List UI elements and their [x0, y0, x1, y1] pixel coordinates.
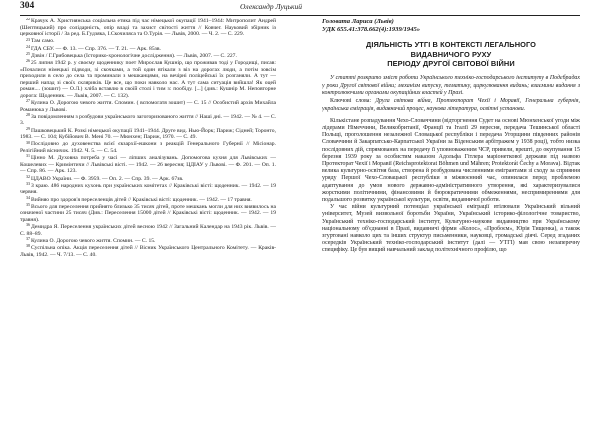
footnote-number: 35 [26, 201, 30, 207]
footnote [20, 245, 276, 258]
footnote-text: Дзвін / Г.Грибовецька (Історико-хронологічне дослідження). — Львів, 2007. — С. 227. [31, 52, 237, 59]
footnotes-column [20, 18, 276, 424]
footnote [20, 194, 276, 204]
footnote [20, 60, 276, 100]
title-line: ПЕРІОДУ ДРУГОЇ СВІТОВОЇ ВІЙНИ [387, 59, 515, 69]
footnote [20, 38, 276, 45]
udc-code: УДК 655.41:378.662(4):1939/1945» [322, 26, 421, 33]
footnote-text: Цінно М. Духовна потреба у часі — ліпших аналізувань. Допомогова кухня для Львівських — Кошелевих — Кримінтичи // Львівські вісті. — 1942. — 26 вересня; ЦДІАУ у Львові. — Ф. 201. — Оп. 1. — Спр. 86. — Арк. 123. [20, 155, 276, 175]
title-line: ВИДАВНИЧОГО РУХУ [410, 49, 492, 59]
footnote [20, 180, 276, 196]
footnote-number: 29 [26, 125, 30, 131]
title-line: ДІЯЛЬНІСТЬ УТГІ В КОНТЕКСТІ ЛЕГАЛЬНОГО [365, 40, 537, 49]
page-number: 304 [20, 1, 35, 11]
page-header [20, 1, 580, 16]
footnote [20, 125, 276, 141]
footnote-number: 26 [26, 58, 30, 64]
footnote-text: Суспільна опіка. Акція переселення дітей // Вісник Українського Центрального Комітету. — Краків-Львів, 1942. — Ч. 7/13. — С. 40. [20, 245, 276, 258]
footnote-number: 25 [26, 50, 30, 56]
footnote-text: 25 липня 1942 р. у своєму щоденнику поет Мирослав Кушнір, що проживав тоді у Городищі, писав: «Почалися німецькі підводи, зі скочками, а той один втікали з віз на дорогах люди, а потім зовсім приходили в село до села та проминали з мешканцями, на вечірні поліцейські їх розганяли. А тут — перший напад зі своїх скляриків. Це все, що поки навколо нас. А тут сама ситуація вийшла! Як оцей роман.... (зошит) — О.Л.) хліба вставлю в своїй столі і тим з: пообіду. [...] (див.: Кушнір М. Неповторне дорога: Щоденник. — Львів, 2007. — С. 132). [20, 59, 276, 99]
footnote-number: 37 [26, 236, 30, 242]
article-keywords [322, 98, 580, 114]
footnote-number: 38 [26, 243, 30, 249]
footnote-number: 22 [26, 18, 30, 22]
footnote-number: 28 [26, 112, 30, 118]
footnote-number: 33 [26, 180, 30, 186]
article-column [322, 18, 580, 424]
footnote [20, 114, 276, 127]
footnote-text: ЦДАВО України. — Ф. 3959. — Оп. 2. — Спр. 39. — Арк. 67зв. [31, 175, 184, 182]
footnote-text: Послідовно до духовенства всієї єкзархії-ешкони з реакцій Генерального Губернії // Місіонар. Релігійний вісничок. 1942. Ч. 5. — С. 54. [20, 141, 276, 155]
footnote [20, 238, 276, 245]
footnote-number: 24 [26, 43, 30, 49]
keywords-text: Друга світова війна, Протекторат Чехії і Моравії, Генеральна губернія, українська еміграція, видавничий процес, наукова література, освітні установи. [322, 98, 580, 112]
footnote [20, 141, 276, 154]
footnote-text: Кулина О. Дорогою чевого життя. Спомин. — С. 15. [31, 237, 156, 244]
article-author: Головата Лариса (Львів) [322, 18, 394, 25]
footnote-text: ГДА СБУ. — Ф. 13. — Спр. 376. — Т. 21. — Арк. 85зв. [31, 45, 161, 52]
footnote [20, 50, 276, 60]
footnote-text: Демидра Я. Переселення українських дітей весною 1942 // Загальний Календар на 1943 рік. Львів. — С. 88–89. [20, 224, 276, 237]
footnote-text: З краю. 486 народних кухонь при українських комітетах // Краківські вісті: щоденник. — 1942. — 19 червня. [20, 182, 276, 196]
footnote [20, 100, 276, 113]
footnote [20, 173, 276, 183]
footnote-number: 30 [26, 139, 30, 145]
keywords-label: Ключові слова: [330, 98, 372, 105]
footnote [20, 201, 276, 224]
article-abstract: У статті розкрито зміст роботи Українського техніко-господарського інституту в Подєбрадах у роки Другої світової війни; механізм випуску, тематику, циркулювання видань; взаємини видання з контролюючими органами окупаційних властей у Празі. [322, 74, 580, 97]
footnote-number: 34 [26, 194, 30, 200]
footnote [20, 224, 276, 237]
footnote-text: За повідомленням з розбудови українського загогоризованого життя // Наші дні. — 1942. — № 4. — С. 3. [20, 113, 276, 127]
footnote-text: Там само. [31, 38, 55, 45]
footnote-number: 32 [26, 173, 30, 179]
footnote-text: Пашковецький К. Розкі німецької окупації 1941–1944. Друге вид. Нью-Йорк; Париж; Сідней; Торонто, 1983. — С. 104; Кубійович В. Мені 70. — Мюнхен; Париж, 1970. — С. 49. [20, 127, 276, 141]
footnote-text: Вийняо про здоров'я переселенців дітей // Краківські вісті: щоденник. — 1942. — 17 травня. [31, 196, 252, 203]
footnote-number: 27 [26, 98, 30, 104]
footnote-number: 31 [26, 153, 30, 159]
footnote-text: Всього для переселення прийнято близько 35 тисяч дітей, проте мешкань могли для них виявилось на означеної частини 25 тисяч (Див.: Переселення 15000 дітей // Краківські вісті: щоденник. — 1942. — 19 травня). [20, 203, 276, 223]
body-paragraph: Кількістане розпадування Чехо-Словаччини (відторгнення Судет на основі Мюнхенської угоди між лідерами Німеччини, Великобританії, Франції та Італії 29 вересня, передача Тешинської області Польщі, проголошення незалежної Словацької республіки і передача Угорщини південних районів Словаччини й Закарпатсько-Карпатської України за Віденським арбітражем у 1938 році), тобто низка послідовних дій, спрямованих на передачу її уповноваженим ЧСР, привели, врешті, до окупування 15 березня 1939 року за особистим наказом Адольфа Гітлера маріонеткової держави під назвою Протекторат Чехії і Моравії (Reichsprotektorat Böhmen und Mähren; Protektorát Čechy a Morava). Відтак велика культурно-освітня база, створена й розбудована численними емігрантами зі сходу за сприяння уряду Першої Чехо-Словацької республіки в міжвоєнний час, опинилася перед проблемою адаптування до умов нового державно-адміністративного утворення, які характеризувалися жорсткими політичними, фінансовими й бюрократичними обмеженнями, неспримиреннями для подальшого розвитку української культури, освіти, видавничої роботи. [322, 117, 580, 203]
footnote-number: 36 [26, 222, 30, 228]
footnote [20, 18, 276, 38]
footnote [20, 43, 276, 53]
footnote-text: Кулина О. Дорогою чевого життя. Спомин. ( вспомогатя зошит) — С. 15 // Особистий архів Михайла Романюка у Львові. [20, 100, 276, 113]
footnote [20, 155, 276, 175]
footnote-number: 23 [26, 36, 30, 42]
article-title [326, 40, 576, 69]
body-paragraph: У час війни культурний потенціал української еміграції втілювали Український вільний університет, Музей визвольної боротьби України, Український історико-філологічне товариство, Український техніко-господарський інститут, Культурно-наукове видавництво при Українському національному об'єднанні в Празі, видавничі фірми «Колос», «Пробоєм», Юрія Тищенка), а також згуртовані навколо цих та інших структур письменники, науковці, громадські діячі. Серед згаданих осередків Український техніко-господарський інститут (далі — УТГІ) мав свою незаперечну специфіку. Це був вищий навчальний заклад політехнічного профілю, що [322, 204, 580, 254]
footnote-text: Крачук А. Християнська соціальна етика під час німецької окупації 1941–1944: Митрополит Андрей (Шептицький) про солідарність, опір владі та захист світості життя // Ковчег. Науковий збірник із церковної історії / За ред. Б.Гудзяка, І.Скочиляса та О.Турія. — Львів, 2000. — Ч. 2. — С. 229. [20, 18, 276, 38]
running-head: Олександр Луцький [240, 2, 303, 11]
